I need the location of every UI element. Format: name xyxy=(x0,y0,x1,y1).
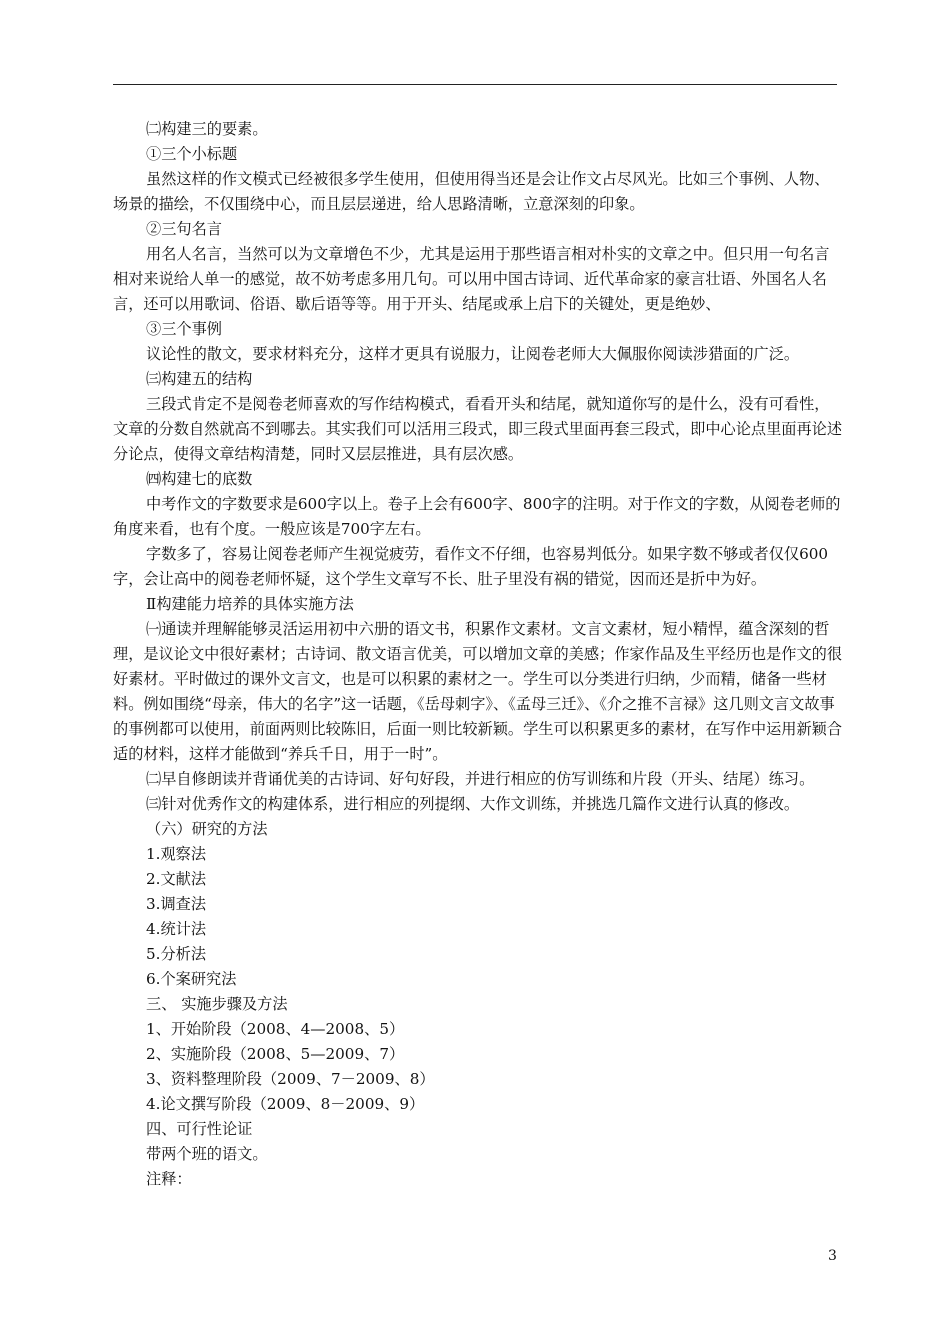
paragraph: 用名人名言，当然可以为文章增色不少，尤其是运用于那些语言相对朴实的文章之中。但只用一句名言相对来说给人单一的感觉，故不妨考虑多用几句。可以用中国古诗词、近代革命家的豪言壮语、外国名人名言，还可以用歌词、俗语、歇后语等等。用于开头、结尾或承上启下的关键处，更是绝妙、 xyxy=(113,245,830,313)
section-heading: Ⅱ构建能力培养的具体实施方法 xyxy=(146,595,354,613)
header-rule xyxy=(113,84,837,85)
paragraph: ㈢针对优秀作文的构建体系，进行相应的列提纲、大作文训练，并挑选几篇作文进行认真的修改。 xyxy=(146,795,800,813)
list-item: 5.分析法 xyxy=(146,945,207,963)
subheading: ③三个事例 xyxy=(146,320,222,338)
paragraph: ㈡早自修朗读并背诵优美的古诗词、好句好段，并进行相应的仿写训练和片段（开头、结尾）练习。 xyxy=(146,770,815,788)
list-item: 4.论文撰写阶段（2009、8－2009、9） xyxy=(146,1095,425,1113)
paragraph: 议论性的散文，要求材料充分，这样才更具有说服力，让阅卷老师大大佩服你阅读涉猎面的广泛。 xyxy=(146,345,800,363)
paragraph: ㈠通读并理解能够灵活运用初中六册的语文书，积累作文素材。文言文素材，短小精悍，蕴含深刻的哲理，是议论文中很好素材；古诗词、散文语言优美，可以增加文章的美感；作家作品及生平经历也是作文的很好素材。平时做过的课外文言文，也是可以积累的素材之一。学生可以分类进行归纳，少而精，储备一些材料。例如围绕“母亲，伟大的名字”这一话题，《岳母刺字》、《孟母三迁》、《介之推不言禄》这几则文言文故事的事例都可以使用，前面两则比较陈旧，后面一则比较新颖。学生可以积累更多的素材，在写作中运用新颖合适的材料，这样才能做到“养兵千日，用于一时”。 xyxy=(113,620,842,763)
section-heading: 四、可行性论证 xyxy=(146,1120,253,1138)
section-heading: ㈡构建三的要素。 xyxy=(146,120,268,138)
list-item: 3、资料整理阶段（2009、7－2009、8） xyxy=(146,1070,435,1088)
paragraph: 中考作文的字数要求是600字以上。卷子上会有600字、800字的注明。对于作文的字数，从阅卷老师的角度来看，也有个度。一般应该是700字左右。 xyxy=(113,495,841,538)
paragraph: 虽然这样的作文模式已经被很多学生使用，但使用得当还是会让作文占尽风光。比如三个事例、人物、场景的描绘，不仅围绕中心，而且层层递进，给人思路清晰，立意深刻的印象。 xyxy=(113,170,830,213)
section-heading: ㈢构建五的结构 xyxy=(146,370,253,388)
subheading: ②三句名言 xyxy=(146,220,222,238)
paragraph: 三段式肯定不是阅卷老师喜欢的写作结构模式，看看开头和结尾，就知道你写的是什么，没有可看性，文章的分数自然就高不到哪去。其实我们可以活用三段式，即三段式里面再套三段式，即中心论点里面再论述分论点，使得文章结构清楚，同时又层层推进，具有层次感。 xyxy=(113,395,842,463)
list-item: 2、实施阶段（2008、5—2009、7） xyxy=(146,1045,405,1063)
page-number: 3 xyxy=(828,1248,837,1264)
list-item: 6.个案研究法 xyxy=(146,970,237,988)
document-body xyxy=(113,117,843,1192)
section-heading: 三、 实施步骤及方法 xyxy=(146,995,288,1013)
list-item: 2.文献法 xyxy=(146,870,207,888)
list-item: 1.观察法 xyxy=(146,845,207,863)
paragraph: 带两个班的语文。 xyxy=(146,1145,268,1163)
list-item: 1、开始阶段（2008、4—2008、5） xyxy=(146,1020,405,1038)
paragraph: 字数多了，容易让阅卷老师产生视觉疲劳，看作文不仔细，也容易判低分。如果字数不够或者仅仅600字，会让高中的阅卷老师怀疑，这个学生文章写不长、肚子里没有祸的错觉，因而还是折中为好。 xyxy=(113,545,829,588)
list-item: 4.统计法 xyxy=(146,920,207,938)
section-heading: ㈣构建七的底数 xyxy=(146,470,253,488)
subheading: ①三个小标题 xyxy=(146,145,238,163)
section-heading: （六）研究的方法 xyxy=(146,820,268,838)
notes-label: 注释： xyxy=(146,1170,192,1188)
list-item: 3.调查法 xyxy=(146,895,207,913)
